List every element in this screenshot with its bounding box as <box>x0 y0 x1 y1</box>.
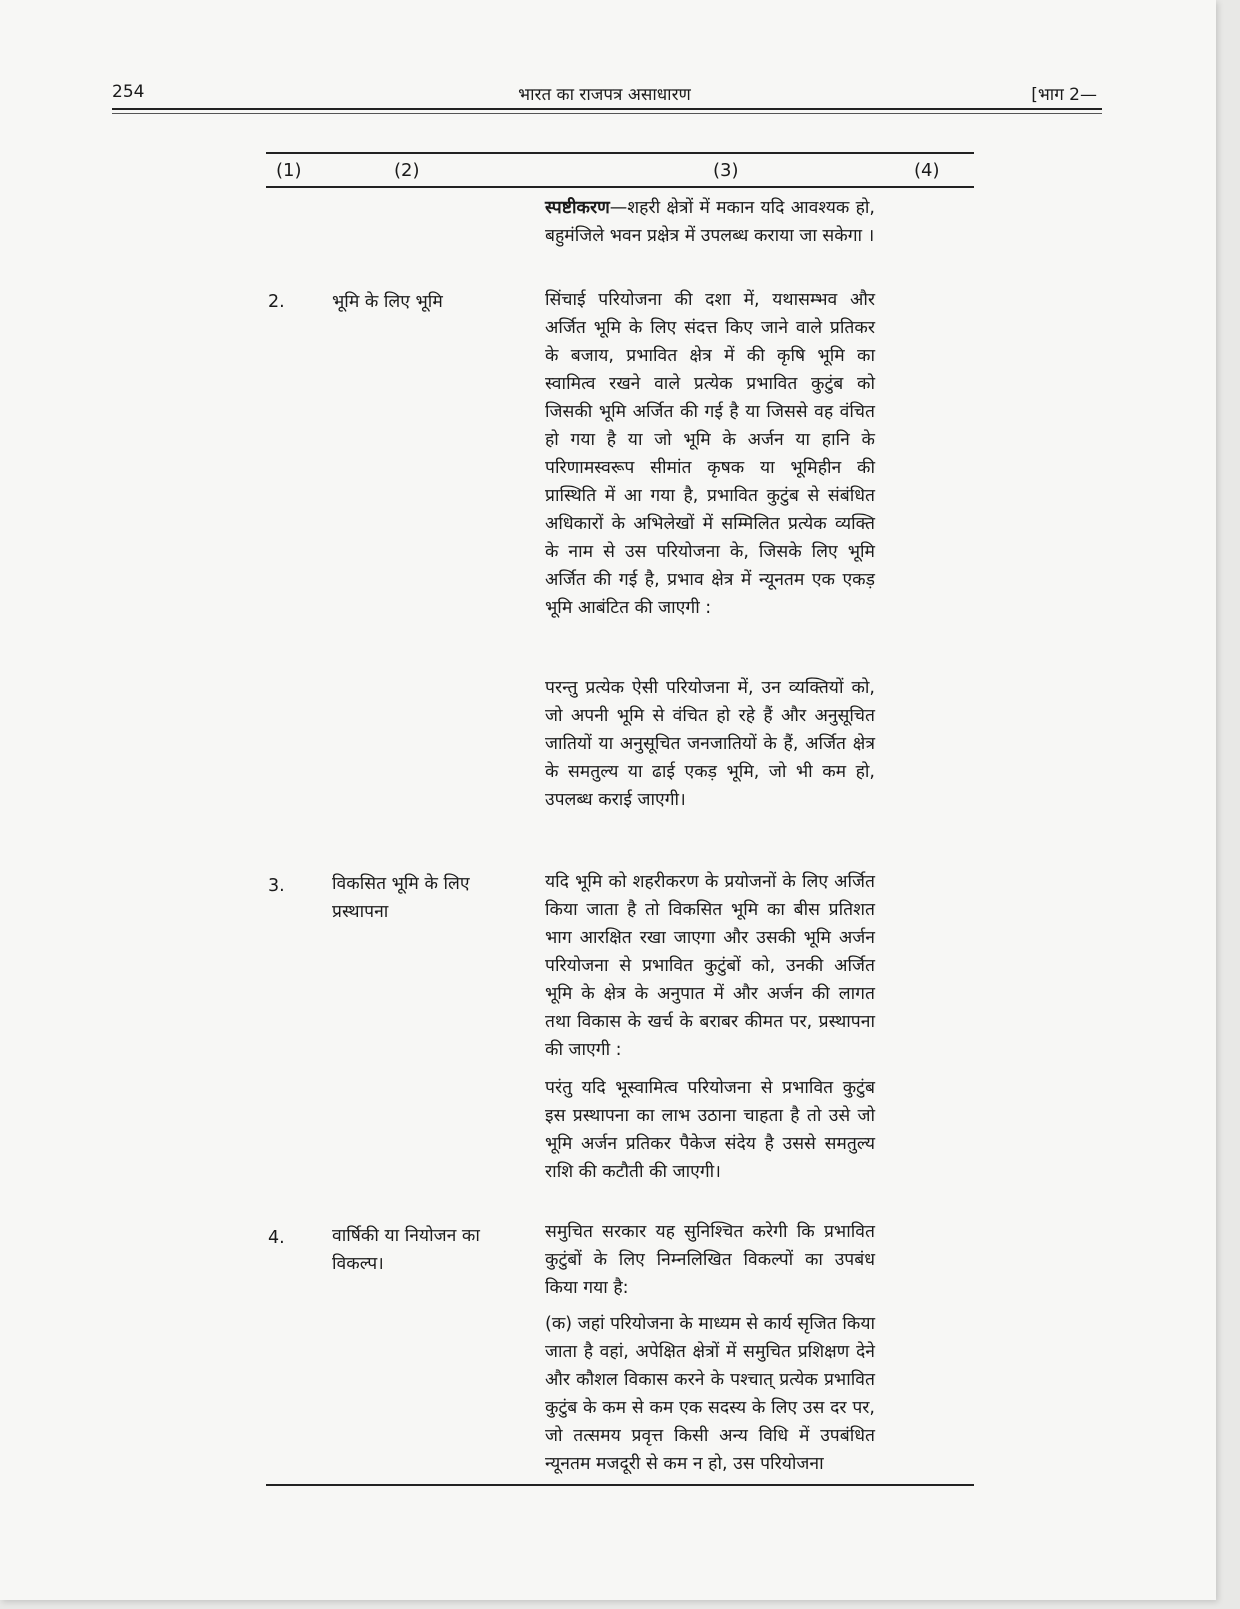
row-2-proviso <box>545 674 875 814</box>
explanation-text: —शहरी क्षेत्रों में मकान यदि आवश्यक हो, बहुमंजिले भवन प्रक्षेत्र में उपलब्ध कराया जा सकेगा । <box>545 198 875 246</box>
table-bottom-rule <box>266 1484 974 1486</box>
row-2-proviso-text: परन्तु प्रत्येक ऐसी परियोजना में, उन व्यक्तियों को, जो अपनी भूमि से वंचित हो रहे हैं और अनुसूचित जातियों या अनुसूचित जनजातियों के हैं, अर्जित क्षेत्र के समतुल्य या ढाई एकड़ भूमि, जो भी कम हो, उपलब्ध कराई जाएगी। <box>545 678 875 810</box>
part-label: [भाग 2— <box>1031 85 1097 105</box>
column-header-1: (1) <box>276 160 302 181</box>
row-3-provision-text: यदि भूमि को शहरीकरण के प्रयोजनों के लिए अर्जित किया जाता है तो विकसित भूमि का बीस प्रतिशत भाग आरक्षित रखा जाएगा और उसकी भूमि अर्जन परियोजना से प्रभावित कुटुंबों को, उनकी अर्जित भूमि के क्षेत्र के अनुपात में और अर्जन की लागत तथा विकास के खर्च के बराबर कीमत पर, प्रस्थापना की जाएगी : <box>545 872 875 1060</box>
row-2-provision-text: सिंचाई परियोजना की दशा में, यथासम्भव और अर्जित भूमि के लिए संदत्त किए जाने वाले प्रतिकर के बजाय, प्रभावित क्षेत्र में की कृषि भूमि का स्वामित्व रखने वाले प्रत्येक प्रभावित कुटुंब को जिसकी भूमि अर्जित की गई है या जिससे वह वंचित हो गया है या जो भूमि के अर्जन या हानि के परिणामस्वरूप सीमांत कृषक या भूमिहीन की प्रास्थिति में आ गया है, प्रभावित कुटुंब से संबंधित अधिकारों के अभिलेखों में सम्मिलित प्रत्येक व्यक्ति के नाम से उस परियोजना के, जिसके लिए भूमि अर्जित की गई है, प्रभाव क्षेत्र में न्यूनतम एक एकड़ भूमि आबंटित की जाएगी : <box>545 290 875 618</box>
row-2-serial: 2. <box>268 292 285 312</box>
row-4-serial: 4. <box>268 1228 285 1248</box>
explanation-label: स्पष्टीकरण <box>545 198 610 218</box>
row-4-proviso-text: (क) जहां परियोजना के माध्यम से कार्य सृजित किया जाता है वहां, अपेक्षित क्षेत्रों में समुचित प्रशिक्षण देने और कौशल विकास करने के पश्चात् प्रत्येक प्रभावित कुटुंब के कम से कम एक सदस्य के लिए उस दर पर, जो तत्समय प्रवृत्त किसी अन्य विधि में उपबंधित न्यूनतम मजदूरी से कम न हो, उस परियोजना <box>545 1314 875 1474</box>
row-4-item: वार्षिकी या नियोजन का विकल्प। <box>332 1226 480 1274</box>
table-header-rule <box>266 186 974 188</box>
column-header-3: (3) <box>713 160 739 181</box>
gazette-title: भारत का राजपत्र असाधारण <box>518 85 691 105</box>
row-3-provision <box>545 868 875 1064</box>
row-4-provision <box>545 1218 875 1302</box>
column-header-4: (4) <box>914 160 940 181</box>
row-2-item: भूमि के लिए भूमि <box>332 292 443 312</box>
header-rule-thin <box>112 113 1102 114</box>
row-3-proviso <box>545 1074 875 1186</box>
row-2-provision <box>545 286 875 622</box>
row-4-provision-text: समुचित सरकार यह सुनिश्चित करेगी कि प्रभावित कुटुंबों के लिए निम्नलिखित विकल्पों का उपबंध किया गया है: <box>545 1222 875 1298</box>
row-3-item: विकसित भूमि के लिए प्रस्थापना <box>332 874 470 922</box>
column-header-2: (2) <box>394 160 420 181</box>
page-number: 254 <box>112 82 145 102</box>
row-4-proviso <box>545 1310 875 1478</box>
table-top-rule <box>266 152 974 154</box>
page-header <box>112 82 1097 106</box>
header-rule <box>112 108 1102 110</box>
row-3-serial: 3. <box>268 876 285 896</box>
row-3-proviso-text: परंतु यदि भूस्वामित्व परियोजना से प्रभावित कुटुंब इस प्रस्थापना का लाभ उठाना चाहता है तो उसे जो भूमि अर्जन प्रतिकर पैकेज संदेय है उससे समतुल्य राशि की कटौती की जाएगी। <box>545 1078 875 1182</box>
explanation-note <box>545 194 875 250</box>
